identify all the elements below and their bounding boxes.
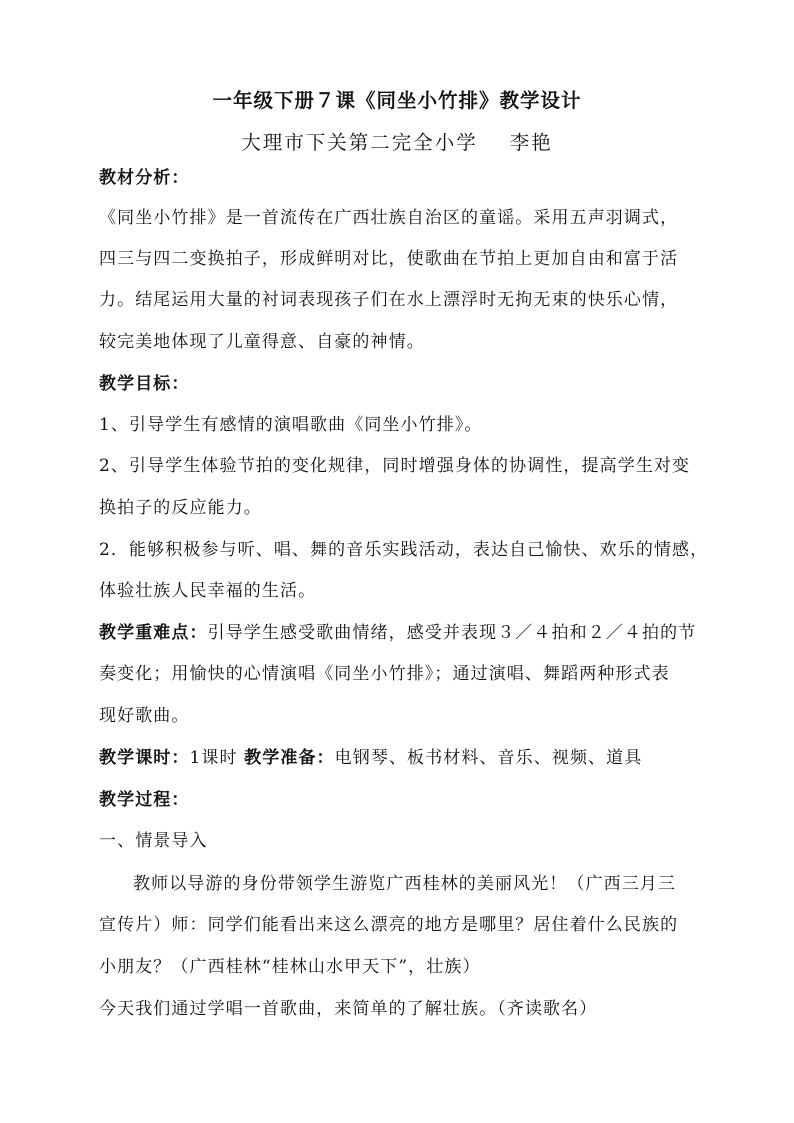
process-paragraph-line: 小朋友？（广西桂林“桂林山水甲天下”，壮族） bbox=[99, 957, 481, 977]
analysis-line: 力。结尾运用大量的衬词表现孩子们在水上漂浮时无拘无束的快乐心情， bbox=[99, 290, 679, 310]
hours-line bbox=[99, 747, 709, 769]
goals-line: 2．能够积极参与听、唱、舞的音乐实践活动，表达自己愉快、欢乐的情感， bbox=[99, 540, 709, 560]
key-points-line: 奏变化；用愉快的心情演唱《同坐小竹排》；通过演唱、舞蹈两种形式表 bbox=[99, 664, 670, 684]
process-paragraph-line: 宣传片）师：同学们能看出来这么漂亮的地方是哪里？居住着什么民族的 bbox=[99, 915, 679, 935]
key-points-label: 教学重难点： bbox=[99, 623, 208, 643]
goals-line: 换拍子的反应能力。 bbox=[99, 498, 262, 518]
author-name: 李艳 bbox=[509, 131, 553, 154]
key-points-line bbox=[99, 622, 709, 644]
goals-line: 2、引导学生体验节拍的变化规律，同时增强身体的协调性，提高学生对变 bbox=[99, 456, 691, 476]
prep-label: 教学准备： bbox=[244, 748, 335, 768]
process-heading: 教学过程： bbox=[99, 790, 190, 810]
hours-label: 教学课时： bbox=[99, 748, 190, 768]
process-paragraph-line: 今天我们通过学唱一首歌曲，来简单的了解壮族。（齐读歌名） bbox=[99, 999, 598, 1019]
analysis-heading: 教材分析： bbox=[99, 168, 190, 188]
prep-value: 电钢琴、板书材料、音乐、视频、道具 bbox=[334, 748, 643, 768]
school-name: 大理市下关第二完全小学 bbox=[241, 131, 478, 154]
analysis-line: 《同坐小竹排》是一首流传在广西壮族自治区的童谣。采用五声羽调式， bbox=[99, 208, 679, 228]
section-title: 一、情景导入 bbox=[99, 831, 208, 851]
goals-heading: 教学目标： bbox=[99, 374, 190, 394]
analysis-line: 四三与四二变换拍子，形成鲜明对比，使歌曲在节拍上更加自由和富于活 bbox=[99, 249, 679, 269]
hours-value: 1课时 bbox=[189, 748, 238, 768]
page-title: 一年级下册７课《同坐小竹排》教学设计 bbox=[212, 89, 582, 112]
analysis-line: 较完美地体现了儿童得意、自豪的神情。 bbox=[99, 332, 425, 352]
key-points-text: 引导学生感受歌曲情绪，感受并表现３／４拍和２／４拍的节 bbox=[207, 623, 697, 643]
goals-line: 1、引导学生有感情的演唱歌曲《同坐小竹排》。 bbox=[99, 415, 483, 435]
subtitle bbox=[0, 127, 794, 155]
key-points-line: 现好歌曲。 bbox=[99, 706, 190, 726]
process-paragraph-line: 教师以导游的身份带领学生游览广西桂林的美丽风光！（广西三月三 bbox=[133, 874, 676, 894]
goals-line: 体验壮族人民幸福的生活。 bbox=[99, 581, 317, 601]
